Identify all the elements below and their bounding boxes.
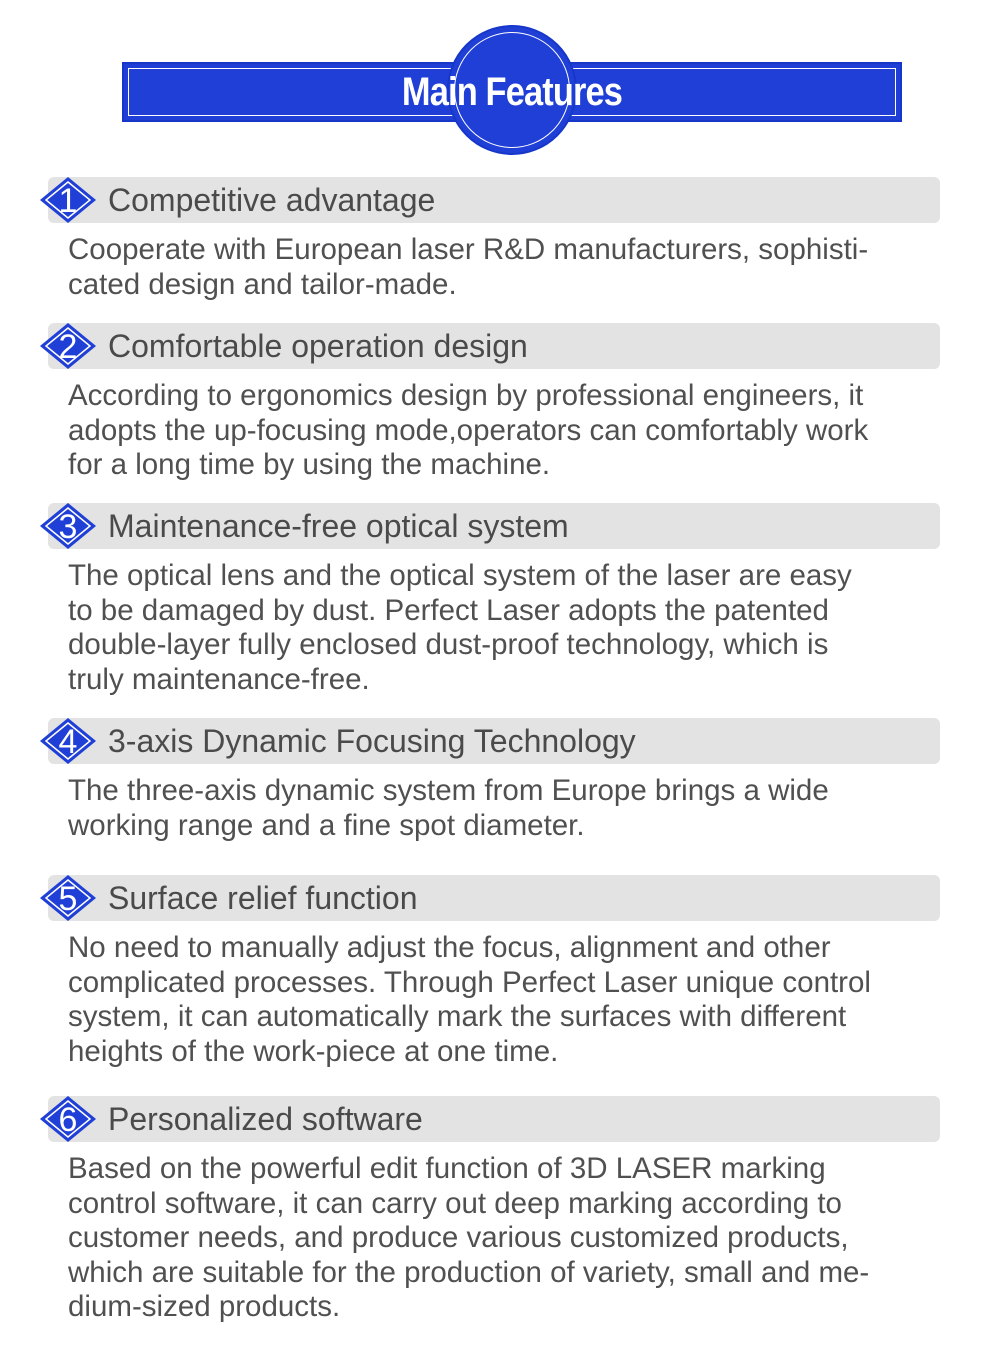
feature-title: Personalized software (108, 1101, 423, 1137)
feature-number: 1 (58, 182, 78, 220)
feature-description (68, 559, 958, 697)
feature-text-line: heights of the work-piece at one time. (68, 1034, 559, 1068)
feature-text-line: double-layer fully enclosed dust-proof technology, which is (68, 628, 829, 661)
feature-number: 4 (58, 723, 78, 761)
feature-text-line: complicated processes. Through Perfect Laser unique control (68, 965, 871, 999)
number-diamond-icon (38, 1094, 98, 1144)
feature-text-line: customer needs, and produce various customized products, (68, 1221, 849, 1254)
feature-text-line: cated design and tailor-made. (68, 267, 457, 301)
feature-title: 3-axis Dynamic Focusing Technology (108, 723, 636, 759)
feature-number: 6 (58, 1101, 78, 1139)
feature-text-line: which are suitable for the production of variety, small and me- (68, 1255, 870, 1289)
feature-title: Maintenance-free optical system (108, 508, 569, 544)
feature-text-line: system, it can automatically mark the surfaces with different (68, 1000, 847, 1033)
feature-description (68, 1152, 958, 1325)
feature-description (68, 379, 958, 483)
feature-description (68, 931, 958, 1069)
feature-title: Surface relief function (108, 880, 418, 916)
feature-text-line: No need to manually adjust the focus, alignment and other (68, 931, 831, 964)
feature-description (68, 774, 958, 843)
feature-text-line: Based on the powerful edit function of 3D LASER marking (68, 1152, 826, 1185)
page-title: Main Features (401, 70, 623, 114)
feature-number: 5 (58, 880, 78, 918)
feature-number: 2 (58, 328, 78, 366)
number-diamond-icon (38, 175, 98, 225)
feature-number: 3 (58, 508, 78, 546)
number-diamond-icon (38, 501, 98, 551)
feature-text-line: The optical lens and the optical system of the laser are easy (68, 559, 852, 592)
feature-text-line: adopts the up-focusing mode,operators can comfortably work (68, 413, 869, 447)
feature-text-line: Cooperate with European laser R&D manufacturers, sophisti- (68, 233, 869, 266)
number-diamond-icon (38, 873, 98, 923)
feature-text-line: for a long time by using the machine. (68, 448, 551, 481)
feature-text-line: control software, it can carry out deep marking according to (68, 1186, 842, 1220)
feature-description (68, 233, 958, 302)
feature-text-line: According to ergonomics design by professional engineers, it (68, 379, 864, 412)
number-diamond-icon (38, 716, 98, 766)
feature-text-line: working range and a fine spot diameter. (68, 808, 585, 842)
feature-text-line: The three-axis dynamic system from Europe brings a wide (68, 774, 829, 807)
main-features-banner (0, 0, 1000, 160)
number-diamond-icon (38, 321, 98, 371)
feature-title: Comfortable operation design (108, 328, 528, 364)
feature-text-line: to be damaged by dust. Perfect Laser adopts the patented (68, 593, 829, 627)
feature-title: Competitive advantage (108, 182, 436, 218)
feature-text-line: truly maintenance-free. (68, 662, 370, 696)
feature-text-line: dium-sized products. (68, 1290, 341, 1323)
